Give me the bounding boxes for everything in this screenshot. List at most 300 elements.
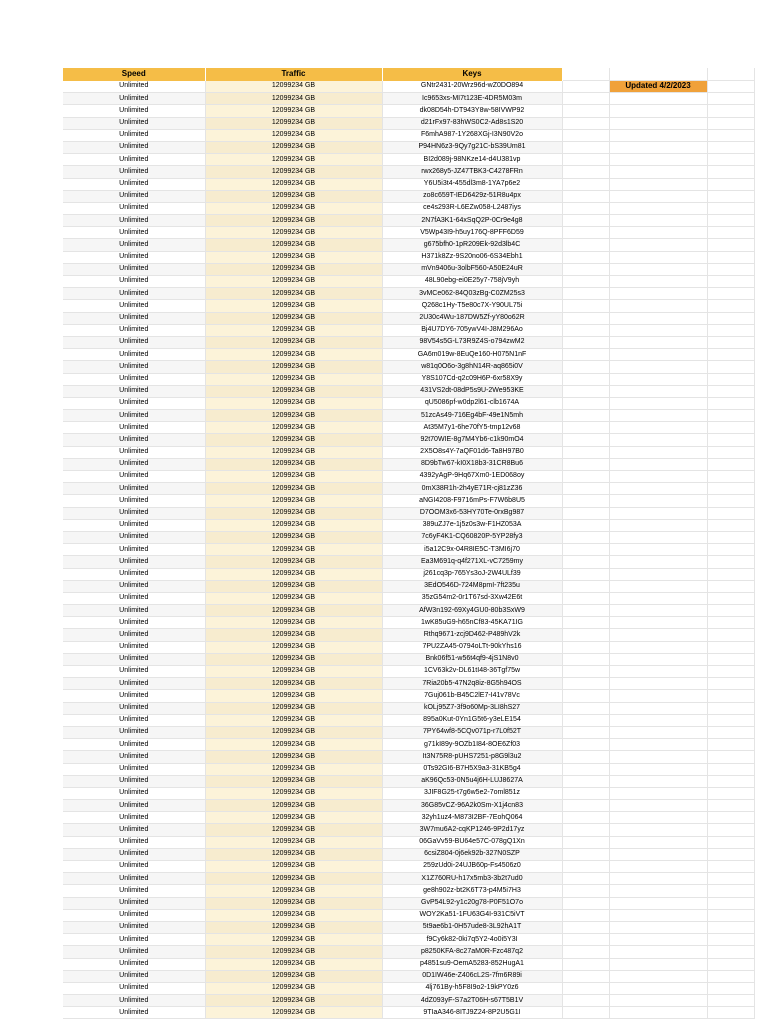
empty-cell[interactable] bbox=[562, 312, 609, 324]
traffic-cell[interactable]: 12099234 GB bbox=[205, 897, 382, 909]
empty-cell[interactable] bbox=[562, 897, 609, 909]
key-cell[interactable]: 6csiZ804-0j6ek92b-327N0SZP bbox=[382, 848, 562, 860]
empty-cell[interactable] bbox=[609, 678, 707, 690]
empty-cell[interactable] bbox=[562, 982, 609, 994]
key-cell[interactable]: 0D1IW46e-Z406cL2S-7fm6R89i bbox=[382, 970, 562, 982]
speed-cell[interactable]: Unlimited bbox=[63, 410, 205, 422]
empty-header-cell[interactable] bbox=[562, 68, 609, 81]
speed-cell[interactable]: Unlimited bbox=[63, 324, 205, 336]
key-cell[interactable]: mVn9406u-3olbF560-A50E24uR bbox=[382, 263, 562, 275]
speed-cell[interactable]: Unlimited bbox=[63, 81, 205, 93]
empty-cell[interactable] bbox=[562, 824, 609, 836]
empty-cell[interactable] bbox=[707, 178, 754, 190]
speed-cell[interactable]: Unlimited bbox=[63, 300, 205, 312]
key-cell[interactable]: D7OOM3x6-53HY70Te-0rxBg987 bbox=[382, 507, 562, 519]
traffic-cell[interactable]: 12099234 GB bbox=[205, 702, 382, 714]
speed-cell[interactable]: Unlimited bbox=[63, 934, 205, 946]
empty-cell[interactable] bbox=[609, 970, 707, 982]
traffic-column-header[interactable]: Traffic bbox=[205, 68, 382, 81]
traffic-cell[interactable]: 12099234 GB bbox=[205, 909, 382, 921]
empty-cell[interactable] bbox=[609, 495, 707, 507]
traffic-cell[interactable]: 12099234 GB bbox=[205, 276, 382, 288]
traffic-cell[interactable]: 12099234 GB bbox=[205, 714, 382, 726]
empty-cell[interactable] bbox=[562, 653, 609, 665]
key-cell[interactable]: F6mhA987-1Y268XGj-I3N90V2o bbox=[382, 129, 562, 141]
speed-cell[interactable]: Unlimited bbox=[63, 580, 205, 592]
key-cell[interactable]: GvP54L92-y1c20g78-P0F51O7o bbox=[382, 897, 562, 909]
empty-cell[interactable] bbox=[562, 702, 609, 714]
speed-cell[interactable]: Unlimited bbox=[63, 105, 205, 117]
traffic-cell[interactable]: 12099234 GB bbox=[205, 592, 382, 604]
empty-cell[interactable] bbox=[609, 812, 707, 824]
speed-cell[interactable]: Unlimited bbox=[63, 702, 205, 714]
empty-cell[interactable] bbox=[609, 422, 707, 434]
empty-cell[interactable] bbox=[707, 1007, 754, 1019]
traffic-cell[interactable]: 12099234 GB bbox=[205, 726, 382, 738]
key-cell[interactable]: 895a0Kut-0Yn1G5t6-y3eLE154 bbox=[382, 714, 562, 726]
speed-cell[interactable]: Unlimited bbox=[63, 653, 205, 665]
empty-cell[interactable] bbox=[707, 568, 754, 580]
empty-cell[interactable] bbox=[562, 836, 609, 848]
key-cell[interactable]: w81q0O6o-3g8hN14R-aq865i0V bbox=[382, 361, 562, 373]
empty-header-cell[interactable] bbox=[707, 68, 754, 81]
empty-cell[interactable] bbox=[562, 921, 609, 933]
empty-cell[interactable] bbox=[562, 410, 609, 422]
empty-cell[interactable] bbox=[609, 519, 707, 531]
updated-date-cell[interactable]: Updated 4/2/2023 bbox=[609, 81, 707, 93]
traffic-cell[interactable]: 12099234 GB bbox=[205, 861, 382, 873]
traffic-cell[interactable]: 12099234 GB bbox=[205, 93, 382, 105]
empty-cell[interactable] bbox=[609, 434, 707, 446]
speed-cell[interactable]: Unlimited bbox=[63, 885, 205, 897]
speed-cell[interactable]: Unlimited bbox=[63, 385, 205, 397]
key-cell[interactable]: GNtr2431-20Wrz96d-wZ0DO894 bbox=[382, 81, 562, 93]
empty-cell[interactable] bbox=[609, 629, 707, 641]
empty-cell[interactable] bbox=[562, 154, 609, 166]
key-cell[interactable]: Ic9653xs-MI7t123E-4DR5M03m bbox=[382, 93, 562, 105]
key-cell[interactable]: 3vMCe062-84Q03zBg-C0ZM25s3 bbox=[382, 288, 562, 300]
empty-cell[interactable] bbox=[562, 349, 609, 361]
speed-cell[interactable]: Unlimited bbox=[63, 605, 205, 617]
empty-cell[interactable] bbox=[707, 434, 754, 446]
empty-cell[interactable] bbox=[609, 178, 707, 190]
empty-cell[interactable] bbox=[562, 1007, 609, 1019]
empty-cell[interactable] bbox=[609, 141, 707, 153]
empty-cell[interactable] bbox=[707, 495, 754, 507]
traffic-cell[interactable]: 12099234 GB bbox=[205, 385, 382, 397]
key-cell[interactable]: 2N7fA3K1-64xSqQ2P-0Cr9e4g8 bbox=[382, 215, 562, 227]
empty-cell[interactable] bbox=[707, 471, 754, 483]
speed-cell[interactable]: Unlimited bbox=[63, 458, 205, 470]
traffic-cell[interactable]: 12099234 GB bbox=[205, 251, 382, 263]
speed-cell[interactable]: Unlimited bbox=[63, 483, 205, 495]
traffic-cell[interactable]: 12099234 GB bbox=[205, 324, 382, 336]
key-cell[interactable]: 98V54s5G-L73R9Z4S-o794zwM2 bbox=[382, 336, 562, 348]
key-cell[interactable]: f9Cy6k82-0ki7q5Y2-4o0i5Y3I bbox=[382, 934, 562, 946]
empty-cell[interactable] bbox=[609, 251, 707, 263]
empty-cell[interactable] bbox=[562, 592, 609, 604]
empty-cell[interactable] bbox=[707, 641, 754, 653]
empty-cell[interactable] bbox=[609, 202, 707, 214]
speed-cell[interactable]: Unlimited bbox=[63, 726, 205, 738]
empty-cell[interactable] bbox=[562, 324, 609, 336]
key-cell[interactable]: 48L90ebg-ei0E25y7-758jV9yh bbox=[382, 276, 562, 288]
empty-cell[interactable] bbox=[707, 982, 754, 994]
key-cell[interactable]: 36G85vCZ-96A2k0Sm-X1j4cn83 bbox=[382, 800, 562, 812]
speed-cell[interactable]: Unlimited bbox=[63, 995, 205, 1007]
empty-cell[interactable] bbox=[562, 117, 609, 129]
traffic-cell[interactable]: 12099234 GB bbox=[205, 202, 382, 214]
empty-cell[interactable] bbox=[707, 276, 754, 288]
empty-cell[interactable] bbox=[707, 81, 754, 93]
empty-cell[interactable] bbox=[609, 458, 707, 470]
empty-cell[interactable] bbox=[609, 276, 707, 288]
traffic-cell[interactable]: 12099234 GB bbox=[205, 982, 382, 994]
empty-cell[interactable] bbox=[562, 483, 609, 495]
empty-cell[interactable] bbox=[562, 397, 609, 409]
empty-cell[interactable] bbox=[707, 385, 754, 397]
empty-cell[interactable] bbox=[562, 763, 609, 775]
empty-cell[interactable] bbox=[707, 519, 754, 531]
empty-cell[interactable] bbox=[562, 690, 609, 702]
speed-cell[interactable]: Unlimited bbox=[63, 507, 205, 519]
empty-cell[interactable] bbox=[609, 824, 707, 836]
speed-cell[interactable]: Unlimited bbox=[63, 361, 205, 373]
empty-cell[interactable] bbox=[707, 458, 754, 470]
empty-cell[interactable] bbox=[609, 373, 707, 385]
empty-cell[interactable] bbox=[609, 605, 707, 617]
empty-cell[interactable] bbox=[707, 336, 754, 348]
speed-cell[interactable]: Unlimited bbox=[63, 227, 205, 239]
speed-cell[interactable]: Unlimited bbox=[63, 422, 205, 434]
speed-cell[interactable]: Unlimited bbox=[63, 373, 205, 385]
key-cell[interactable]: It3N75R8-pUHS7251-p8G9l3u2 bbox=[382, 751, 562, 763]
speed-cell[interactable]: Unlimited bbox=[63, 190, 205, 202]
empty-cell[interactable] bbox=[609, 336, 707, 348]
speed-cell[interactable]: Unlimited bbox=[63, 946, 205, 958]
traffic-cell[interactable]: 12099234 GB bbox=[205, 934, 382, 946]
empty-cell[interactable] bbox=[562, 471, 609, 483]
empty-cell[interactable] bbox=[562, 751, 609, 763]
speed-cell[interactable]: Unlimited bbox=[63, 495, 205, 507]
empty-cell[interactable] bbox=[609, 349, 707, 361]
empty-cell[interactable] bbox=[609, 471, 707, 483]
key-cell[interactable]: 4lj761By-h5F8I9o2-19kPY0z6 bbox=[382, 982, 562, 994]
empty-cell[interactable] bbox=[609, 897, 707, 909]
speed-cell[interactable]: Unlimited bbox=[63, 531, 205, 543]
traffic-cell[interactable]: 12099234 GB bbox=[205, 446, 382, 458]
empty-cell[interactable] bbox=[609, 861, 707, 873]
speed-cell[interactable]: Unlimited bbox=[63, 312, 205, 324]
key-cell[interactable]: Rthq9671-zcj9D462-P489hV2k bbox=[382, 629, 562, 641]
empty-cell[interactable] bbox=[562, 848, 609, 860]
empty-cell[interactable] bbox=[707, 739, 754, 751]
traffic-cell[interactable]: 12099234 GB bbox=[205, 129, 382, 141]
empty-cell[interactable] bbox=[609, 666, 707, 678]
key-cell[interactable]: 06GaVv59-BU64e57C-078gQ1Xn bbox=[382, 836, 562, 848]
empty-cell[interactable] bbox=[562, 775, 609, 787]
empty-cell[interactable] bbox=[707, 227, 754, 239]
empty-cell[interactable] bbox=[562, 458, 609, 470]
key-cell[interactable]: 7PY64wf8-5CQv071p-r7L0f52T bbox=[382, 726, 562, 738]
empty-cell[interactable] bbox=[707, 129, 754, 141]
key-cell[interactable]: 7Ria20b5-47N2q8iz-8G5h94OS bbox=[382, 678, 562, 690]
empty-cell[interactable] bbox=[609, 580, 707, 592]
key-cell[interactable]: i5a12C9x-04R8IE5C-T3MI6j70 bbox=[382, 544, 562, 556]
empty-cell[interactable] bbox=[609, 507, 707, 519]
empty-cell[interactable] bbox=[609, 544, 707, 556]
empty-cell[interactable] bbox=[609, 166, 707, 178]
traffic-cell[interactable]: 12099234 GB bbox=[205, 410, 382, 422]
speed-cell[interactable]: Unlimited bbox=[63, 897, 205, 909]
empty-cell[interactable] bbox=[707, 483, 754, 495]
key-cell[interactable]: 32yh1uz4-M873I2BF-7EohQ064 bbox=[382, 812, 562, 824]
empty-cell[interactable] bbox=[562, 190, 609, 202]
empty-cell[interactable] bbox=[707, 909, 754, 921]
traffic-cell[interactable]: 12099234 GB bbox=[205, 946, 382, 958]
speed-cell[interactable]: Unlimited bbox=[63, 617, 205, 629]
key-cell[interactable]: p8250KFA-8c27aM0R-Fzc487q2 bbox=[382, 946, 562, 958]
empty-cell[interactable] bbox=[707, 361, 754, 373]
empty-cell[interactable] bbox=[562, 568, 609, 580]
empty-cell[interactable] bbox=[562, 239, 609, 251]
key-cell[interactable]: Bnk06f51-w56t4qf9-4jS1N8v0 bbox=[382, 653, 562, 665]
speed-cell[interactable]: Unlimited bbox=[63, 129, 205, 141]
key-cell[interactable]: ce4s293R-L6EZw058-L2487iys bbox=[382, 202, 562, 214]
speed-cell[interactable]: Unlimited bbox=[63, 263, 205, 275]
speed-cell[interactable]: Unlimited bbox=[63, 154, 205, 166]
empty-cell[interactable] bbox=[707, 202, 754, 214]
empty-cell[interactable] bbox=[609, 921, 707, 933]
speed-cell[interactable]: Unlimited bbox=[63, 1007, 205, 1019]
empty-cell[interactable] bbox=[707, 995, 754, 1007]
empty-cell[interactable] bbox=[609, 982, 707, 994]
empty-cell[interactable] bbox=[707, 690, 754, 702]
empty-cell[interactable] bbox=[707, 251, 754, 263]
empty-cell[interactable] bbox=[562, 605, 609, 617]
empty-cell[interactable] bbox=[707, 836, 754, 848]
speed-cell[interactable]: Unlimited bbox=[63, 921, 205, 933]
traffic-cell[interactable]: 12099234 GB bbox=[205, 434, 382, 446]
key-cell[interactable]: BI2d089j-98NKze14-d4U381vp bbox=[382, 154, 562, 166]
empty-cell[interactable] bbox=[707, 958, 754, 970]
empty-cell[interactable] bbox=[562, 617, 609, 629]
traffic-cell[interactable]: 12099234 GB bbox=[205, 458, 382, 470]
empty-cell[interactable] bbox=[707, 154, 754, 166]
empty-cell[interactable] bbox=[609, 483, 707, 495]
empty-cell[interactable] bbox=[562, 288, 609, 300]
speed-cell[interactable]: Unlimited bbox=[63, 958, 205, 970]
empty-cell[interactable] bbox=[609, 946, 707, 958]
empty-cell[interactable] bbox=[609, 568, 707, 580]
empty-cell[interactable] bbox=[609, 617, 707, 629]
empty-cell[interactable] bbox=[562, 641, 609, 653]
speed-cell[interactable]: Unlimited bbox=[63, 592, 205, 604]
traffic-cell[interactable]: 12099234 GB bbox=[205, 373, 382, 385]
speed-cell[interactable]: Unlimited bbox=[63, 787, 205, 799]
empty-cell[interactable] bbox=[609, 361, 707, 373]
traffic-cell[interactable]: 12099234 GB bbox=[205, 349, 382, 361]
speed-cell[interactable]: Unlimited bbox=[63, 446, 205, 458]
traffic-cell[interactable]: 12099234 GB bbox=[205, 312, 382, 324]
empty-cell[interactable] bbox=[707, 373, 754, 385]
speed-cell[interactable]: Unlimited bbox=[63, 519, 205, 531]
key-cell[interactable]: 431VS2dt-08dP5s9U-2We953KE bbox=[382, 385, 562, 397]
empty-cell[interactable] bbox=[707, 105, 754, 117]
speed-cell[interactable]: Unlimited bbox=[63, 800, 205, 812]
key-cell[interactable]: 259zUd0i-24UJB60p-Fs4506z0 bbox=[382, 861, 562, 873]
empty-cell[interactable] bbox=[562, 141, 609, 153]
speed-cell[interactable]: Unlimited bbox=[63, 836, 205, 848]
key-cell[interactable]: 9TIaA346-8ITJ9Z24-8P2U5G1I bbox=[382, 1007, 562, 1019]
empty-cell[interactable] bbox=[562, 666, 609, 678]
traffic-cell[interactable]: 12099234 GB bbox=[205, 1007, 382, 1019]
empty-cell[interactable] bbox=[562, 422, 609, 434]
speed-cell[interactable]: Unlimited bbox=[63, 251, 205, 263]
empty-cell[interactable] bbox=[707, 605, 754, 617]
empty-cell[interactable] bbox=[609, 934, 707, 946]
empty-cell[interactable] bbox=[609, 117, 707, 129]
key-cell[interactable]: d21rFx97-83hWS0C2-Ad8s1S20 bbox=[382, 117, 562, 129]
empty-cell[interactable] bbox=[609, 215, 707, 227]
traffic-cell[interactable]: 12099234 GB bbox=[205, 653, 382, 665]
key-cell[interactable]: X1Z760RU-h17x5mb3-3b2t7ud0 bbox=[382, 873, 562, 885]
empty-cell[interactable] bbox=[707, 580, 754, 592]
speed-cell[interactable]: Unlimited bbox=[63, 763, 205, 775]
empty-cell[interactable] bbox=[562, 873, 609, 885]
traffic-cell[interactable]: 12099234 GB bbox=[205, 361, 382, 373]
empty-cell[interactable] bbox=[609, 775, 707, 787]
empty-cell[interactable] bbox=[609, 995, 707, 1007]
empty-cell[interactable] bbox=[707, 141, 754, 153]
speed-cell[interactable]: Unlimited bbox=[63, 544, 205, 556]
traffic-cell[interactable]: 12099234 GB bbox=[205, 690, 382, 702]
traffic-cell[interactable]: 12099234 GB bbox=[205, 507, 382, 519]
speed-cell[interactable]: Unlimited bbox=[63, 336, 205, 348]
empty-cell[interactable] bbox=[707, 239, 754, 251]
key-cell[interactable]: 0Ts92GI6-B7H5X9a3-31KB5g4 bbox=[382, 763, 562, 775]
empty-cell[interactable] bbox=[562, 276, 609, 288]
empty-cell[interactable] bbox=[609, 800, 707, 812]
empty-cell[interactable] bbox=[562, 434, 609, 446]
empty-cell[interactable] bbox=[562, 714, 609, 726]
traffic-cell[interactable]: 12099234 GB bbox=[205, 873, 382, 885]
empty-cell[interactable] bbox=[609, 446, 707, 458]
empty-cell[interactable] bbox=[562, 336, 609, 348]
empty-cell[interactable] bbox=[609, 641, 707, 653]
empty-cell[interactable] bbox=[707, 812, 754, 824]
key-cell[interactable]: AfW3n192-69Xy4GU0-80b3SxW9 bbox=[382, 605, 562, 617]
key-cell[interactable]: j261cq3p-765Ys3oJ-2W4ULf39 bbox=[382, 568, 562, 580]
key-cell[interactable]: 92t70WIE-8g7M4Yb6-c1k90mO4 bbox=[382, 434, 562, 446]
key-cell[interactable]: 0mX38R1h-2h4yE71R-cj81zZ36 bbox=[382, 483, 562, 495]
traffic-cell[interactable]: 12099234 GB bbox=[205, 617, 382, 629]
empty-cell[interactable] bbox=[609, 690, 707, 702]
empty-cell[interactable] bbox=[707, 300, 754, 312]
empty-cell[interactable] bbox=[609, 324, 707, 336]
empty-cell[interactable] bbox=[609, 397, 707, 409]
empty-cell[interactable] bbox=[609, 836, 707, 848]
key-cell[interactable]: g675bfh0-1pR209Ek-92d3lb4C bbox=[382, 239, 562, 251]
speed-cell[interactable]: Unlimited bbox=[63, 812, 205, 824]
empty-cell[interactable] bbox=[562, 166, 609, 178]
empty-cell[interactable] bbox=[609, 93, 707, 105]
empty-cell[interactable] bbox=[609, 556, 707, 568]
empty-cell[interactable] bbox=[707, 349, 754, 361]
empty-cell[interactable] bbox=[707, 422, 754, 434]
empty-cell[interactable] bbox=[562, 726, 609, 738]
empty-cell[interactable] bbox=[609, 531, 707, 543]
empty-cell[interactable] bbox=[609, 787, 707, 799]
empty-cell[interactable] bbox=[562, 129, 609, 141]
traffic-cell[interactable]: 12099234 GB bbox=[205, 154, 382, 166]
traffic-cell[interactable]: 12099234 GB bbox=[205, 848, 382, 860]
traffic-cell[interactable]: 12099234 GB bbox=[205, 568, 382, 580]
empty-cell[interactable] bbox=[562, 251, 609, 263]
empty-cell[interactable] bbox=[609, 154, 707, 166]
empty-cell[interactable] bbox=[562, 739, 609, 751]
empty-cell[interactable] bbox=[707, 897, 754, 909]
key-cell[interactable]: H371k8Zz-9S20no06-6S34Ebh1 bbox=[382, 251, 562, 263]
traffic-cell[interactable]: 12099234 GB bbox=[205, 885, 382, 897]
empty-cell[interactable] bbox=[707, 970, 754, 982]
empty-cell[interactable] bbox=[707, 507, 754, 519]
speed-cell[interactable]: Unlimited bbox=[63, 471, 205, 483]
empty-cell[interactable] bbox=[609, 726, 707, 738]
empty-cell[interactable] bbox=[707, 775, 754, 787]
key-cell[interactable]: 2X5O8s4Y-7aQF01d6-Ta8H97B0 bbox=[382, 446, 562, 458]
key-cell[interactable]: Ea3M691q-q4f271XL-vC7259my bbox=[382, 556, 562, 568]
empty-cell[interactable] bbox=[609, 702, 707, 714]
empty-cell[interactable] bbox=[609, 958, 707, 970]
traffic-cell[interactable]: 12099234 GB bbox=[205, 958, 382, 970]
empty-cell[interactable] bbox=[707, 446, 754, 458]
key-cell[interactable]: aK96Qc53-0N5u4j6H-LUJ8627A bbox=[382, 775, 562, 787]
traffic-cell[interactable]: 12099234 GB bbox=[205, 544, 382, 556]
key-cell[interactable]: 3JIF8G25-t7g6w5e2-7oml851z bbox=[382, 787, 562, 799]
key-cell[interactable]: 7c6yF4K1-CQ60820P-5YP28fy3 bbox=[382, 531, 562, 543]
key-cell[interactable]: 4dZ093yF-S7a2T06H-s67T5B1V bbox=[382, 995, 562, 1007]
traffic-cell[interactable]: 12099234 GB bbox=[205, 921, 382, 933]
empty-cell[interactable] bbox=[609, 288, 707, 300]
empty-cell[interactable] bbox=[707, 848, 754, 860]
key-cell[interactable]: 5t9ae6b1-0H57ude8-3L92hA1T bbox=[382, 921, 562, 933]
empty-cell[interactable] bbox=[707, 93, 754, 105]
key-cell[interactable]: V5Wp43I9-h5uy176Q-8PFF6D59 bbox=[382, 227, 562, 239]
empty-cell[interactable] bbox=[707, 921, 754, 933]
empty-cell[interactable] bbox=[707, 751, 754, 763]
key-cell[interactable]: g71kI89y-9OZb1I84-8OE6Zf03 bbox=[382, 739, 562, 751]
speed-cell[interactable]: Unlimited bbox=[63, 288, 205, 300]
traffic-cell[interactable]: 12099234 GB bbox=[205, 336, 382, 348]
empty-cell[interactable] bbox=[609, 763, 707, 775]
empty-cell[interactable] bbox=[609, 312, 707, 324]
empty-cell[interactable] bbox=[562, 495, 609, 507]
empty-cell[interactable] bbox=[562, 970, 609, 982]
speed-cell[interactable]: Unlimited bbox=[63, 276, 205, 288]
speed-cell[interactable]: Unlimited bbox=[63, 970, 205, 982]
traffic-cell[interactable]: 12099234 GB bbox=[205, 519, 382, 531]
empty-cell[interactable] bbox=[562, 446, 609, 458]
traffic-cell[interactable]: 12099234 GB bbox=[205, 300, 382, 312]
speed-cell[interactable]: Unlimited bbox=[63, 666, 205, 678]
empty-cell[interactable] bbox=[609, 385, 707, 397]
empty-cell[interactable] bbox=[707, 288, 754, 300]
empty-cell[interactable] bbox=[609, 129, 707, 141]
empty-cell[interactable] bbox=[707, 215, 754, 227]
empty-cell[interactable] bbox=[707, 702, 754, 714]
empty-cell[interactable] bbox=[562, 385, 609, 397]
